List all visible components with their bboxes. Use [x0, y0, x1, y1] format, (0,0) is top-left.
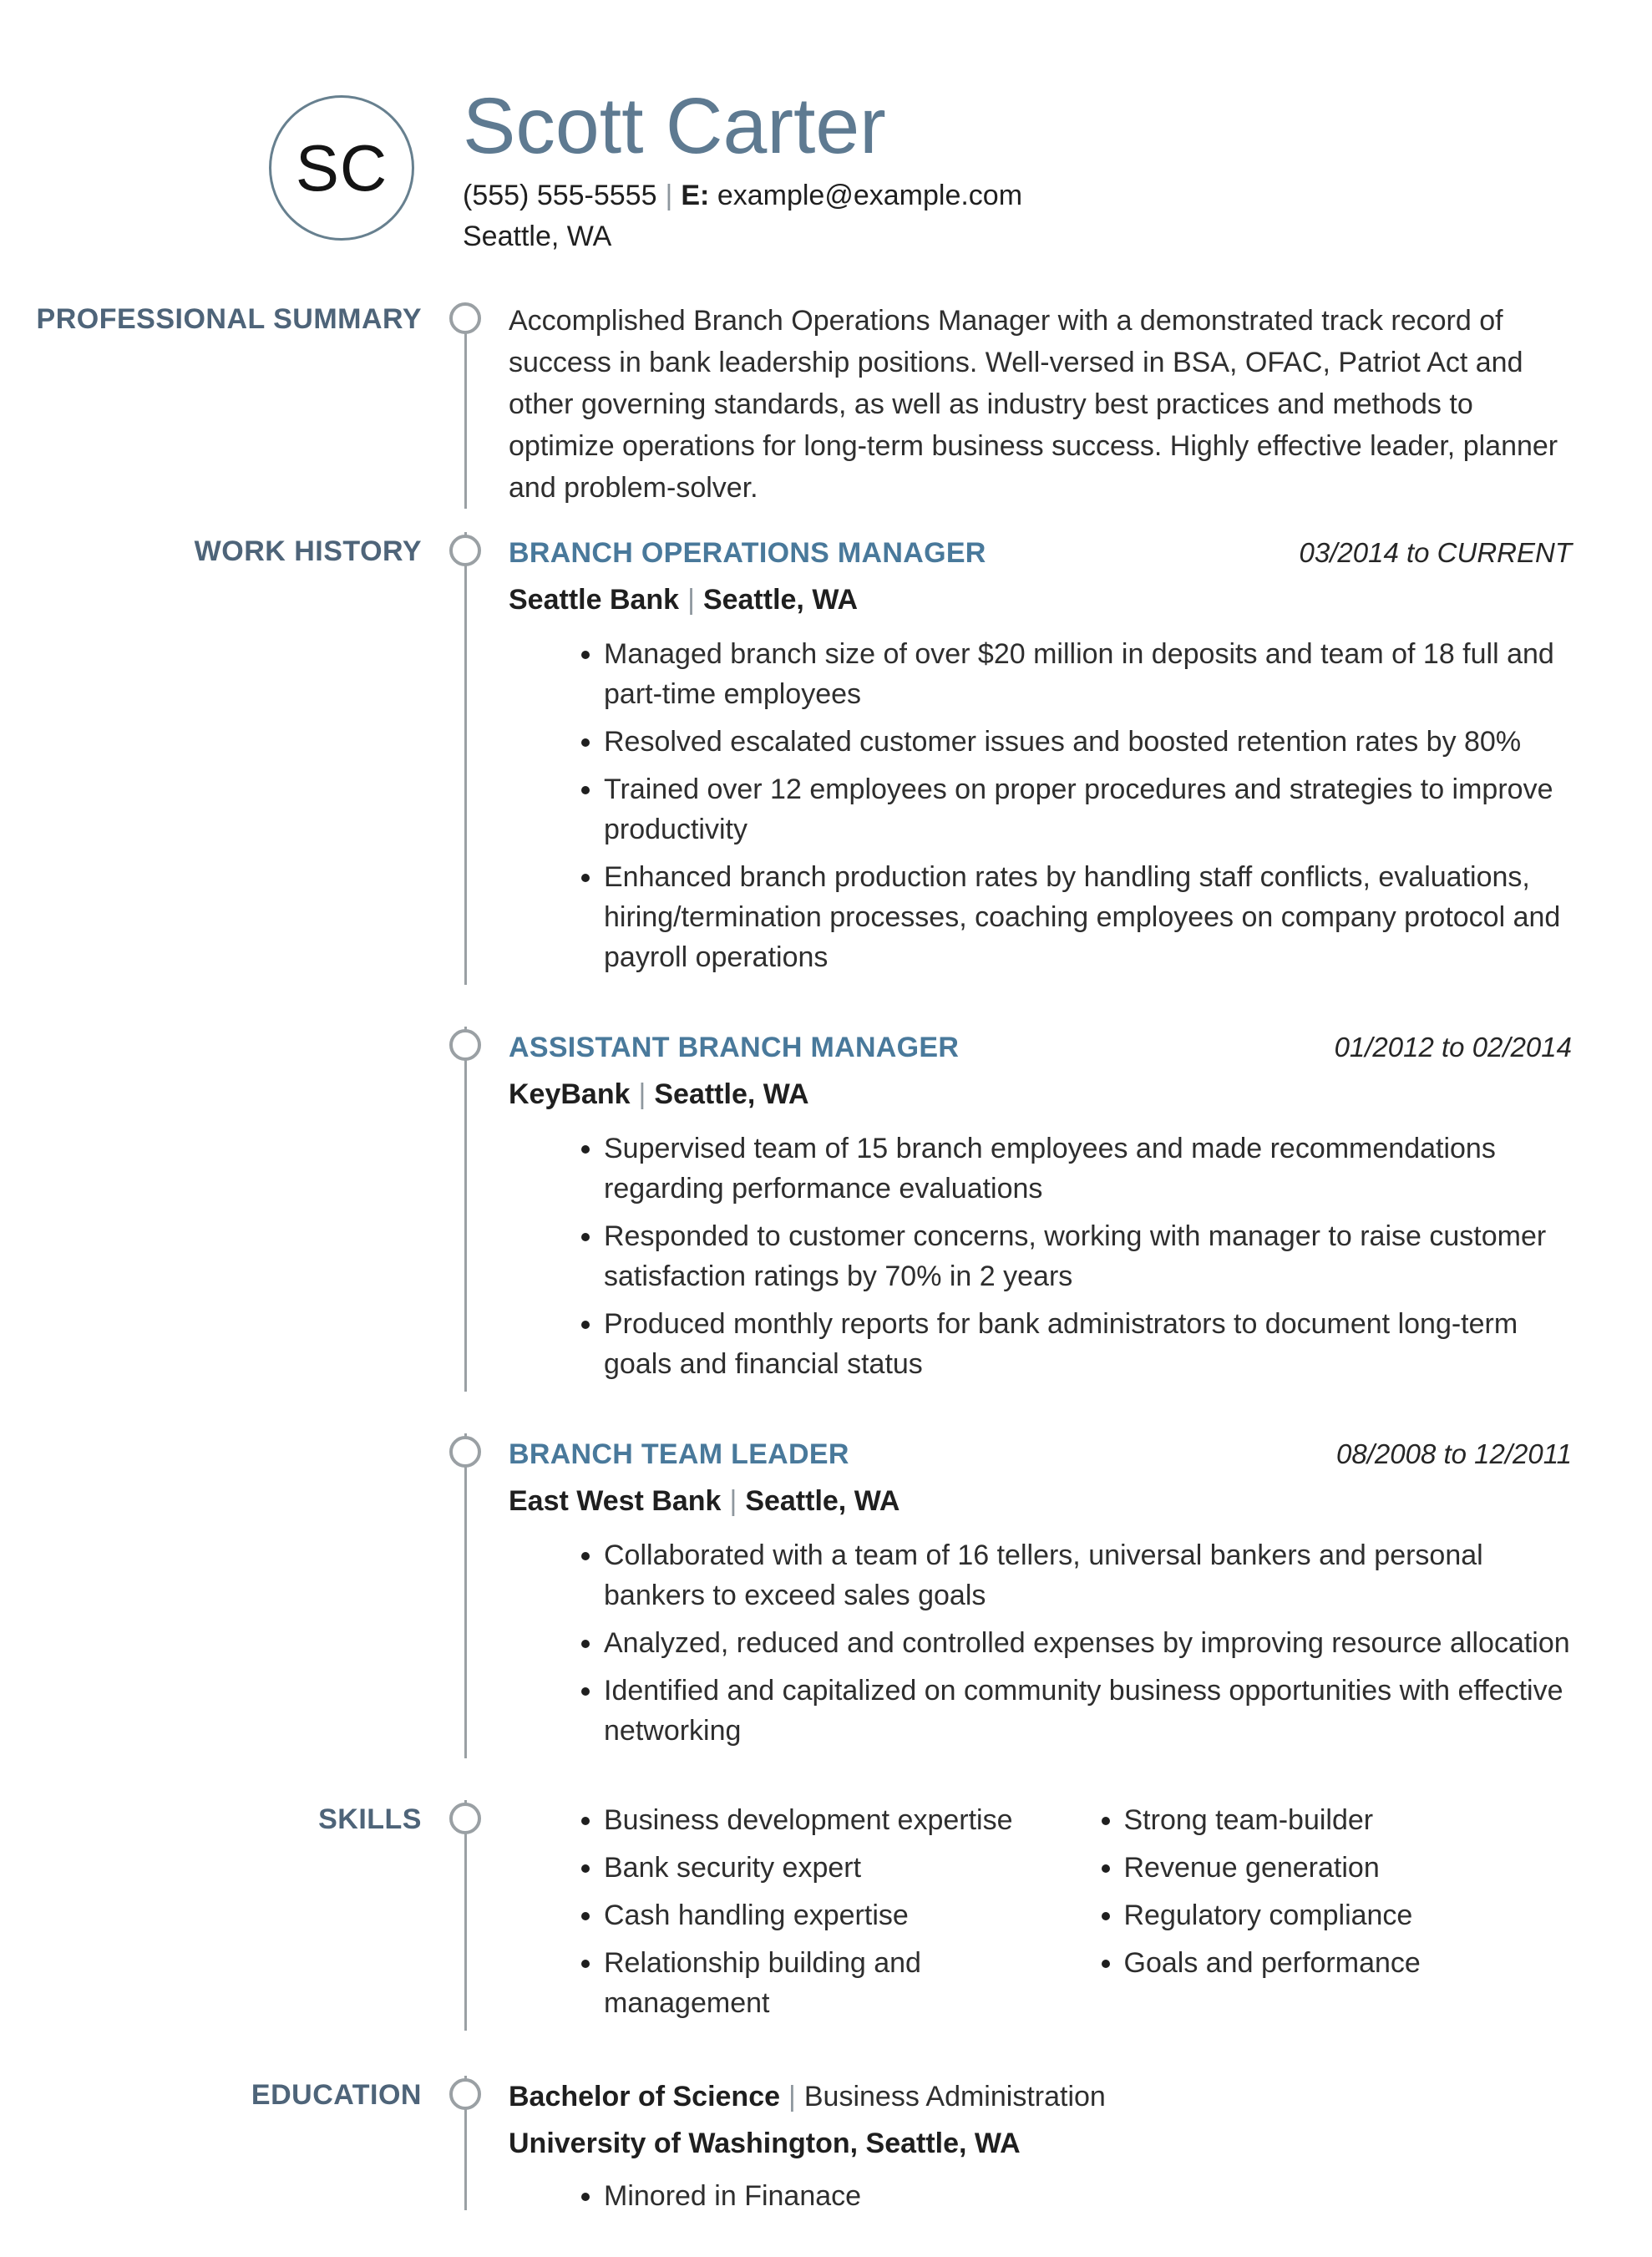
separator: |: [665, 179, 673, 211]
resume-header: [0, 0, 1652, 253]
skill-item: • Strong team-builder: [1124, 1800, 1573, 1840]
section-label-empty: [0, 1027, 422, 1392]
job-header: [509, 532, 1572, 574]
job-company-line: [509, 579, 1572, 621]
timeline-node-icon: [449, 1803, 481, 1834]
skills-column-left: [509, 1800, 1041, 2031]
email-label: E:: [681, 179, 710, 211]
skills-columns: [509, 1800, 1572, 2031]
monogram-initials: SC: [295, 130, 388, 205]
skills-list-left: [509, 1800, 1041, 2023]
job-bullet: • Responded to customer concerns, working with manager to raise customer satisfaction ratings by 70% in 2 years: [604, 1216, 1572, 1296]
timeline-node-icon: [449, 302, 481, 334]
job-content: [509, 1433, 1652, 1758]
timeline-rail: [422, 1433, 509, 1758]
job-bullet-list: [509, 1535, 1572, 1751]
job-bullet: • Supervised team of 15 branch employees and made recommendations regarding performance evaluations: [604, 1128, 1572, 1209]
job-dates: 08/2008 to 12/2011: [1336, 1438, 1572, 1469]
section-professional-summary: [0, 300, 1652, 532]
email-address: example@example.com: [717, 179, 1023, 211]
degree-line: [509, 2076, 1572, 2118]
job-header: [509, 1433, 1572, 1475]
degree-field: Business Administration: [803, 2080, 1106, 2112]
job-bullet: • Resolved escalated customer issues and boosted retention rates by 80%: [604, 722, 1572, 762]
job-title: ASSISTANT BRANCH MANAGER: [509, 1031, 960, 1063]
company-name: East West Bank: [509, 1484, 722, 1517]
job-header: [509, 1027, 1572, 1068]
job-bullet: • Enhanced branch production rates by handling staff conflicts, evaluations, hiring/termination processes, coaching employees on company protocol and payroll operations: [604, 857, 1572, 977]
job-bullet: • Produced monthly reports for bank administrators to document long-term goals and financial status: [604, 1304, 1572, 1384]
section-education: [0, 2076, 1652, 2257]
summary-text: Accomplished Branch Operations Manager with a demonstrated track record of success in bank leadership positions. Well-versed in BSA, OFAC, Patriot Act and other governing standards, as well as industry best practices and methods to optimize operations for long-term business success. Highly effective leader, planner and problem-solver.: [509, 304, 1558, 504]
job-dates: 03/2014 to CURRENT: [1299, 536, 1572, 568]
section-label-education: EDUCATION: [251, 2078, 422, 2111]
location: Seattle, WA: [463, 220, 612, 252]
timeline-node-icon: [449, 1436, 481, 1468]
skill-item: • Bank security expert: [604, 1848, 1041, 1888]
company-location: Seattle, WA: [702, 583, 859, 616]
timeline-node-icon: [449, 1029, 481, 1061]
degree-name: Bachelor of Science: [509, 2080, 781, 2112]
job-bullet-list: [509, 1128, 1572, 1384]
section-label-empty: [0, 1433, 422, 1758]
company-name: Seattle Bank: [509, 583, 680, 616]
job-bullet: • Managed branch size of over $20 million in deposits and team of 18 full and part-time employees: [604, 634, 1572, 714]
skill-item: • Cash handling expertise: [604, 1895, 1041, 1935]
education-bullet-list: [509, 2176, 1572, 2216]
timeline-rail: [422, 532, 509, 985]
timeline-node-icon: [449, 2078, 481, 2110]
job-bullet: • Identified and capitalized on community business opportunities with effective networking: [604, 1671, 1572, 1751]
company-name: KeyBank: [509, 1078, 631, 1110]
job-bullet: • Collaborated with a team of 16 tellers, universal bankers and personal bankers to exceed sales goals: [604, 1535, 1572, 1615]
header-text: [463, 82, 1023, 253]
section-work-history-job-2: [0, 1027, 1652, 1433]
skill-item: • Business development expertise: [604, 1800, 1041, 1840]
skill-item: • Regulatory compliance: [1124, 1895, 1573, 1935]
job-content: [509, 532, 1652, 985]
timeline-rail: [422, 2076, 509, 2224]
job-content: [509, 1027, 1652, 1392]
job-bullet-list: [509, 634, 1572, 977]
school-name: University of Washington, Seattle, WA: [509, 2127, 1021, 2159]
separator: |: [638, 1078, 646, 1110]
section-work-history-job-3: [0, 1433, 1652, 1800]
timeline-rail: [422, 1027, 509, 1392]
company-location: Seattle, WA: [745, 1484, 900, 1517]
job-dates: 01/2012 to 02/2014: [1334, 1031, 1572, 1063]
job-company-line: [509, 1480, 1572, 1522]
section-label-professional-summary: PROFESSIONAL SUMMARY: [36, 302, 422, 335]
skills-column-right: [1041, 1800, 1573, 2031]
section-work-history-job-1: [0, 532, 1652, 1027]
section-skills: [0, 1800, 1652, 2076]
job-bullet: • Analyzed, reduced and controlled expenses by improving resource allocation: [604, 1623, 1572, 1663]
section-label-skills: SKILLS: [318, 1803, 422, 1835]
timeline-rail: [422, 300, 509, 509]
job-title: BRANCH OPERATIONS MANAGER: [509, 536, 986, 569]
job-title: BRANCH TEAM LEADER: [509, 1438, 849, 1470]
job-company-line: [509, 1073, 1572, 1115]
education-bullet: • Minored in Finanace: [604, 2176, 1572, 2216]
company-location: Seattle, WA: [654, 1078, 809, 1110]
separator: |: [729, 1484, 737, 1517]
separator: |: [788, 2080, 796, 2112]
contact-line: [463, 180, 1022, 212]
skills-list-right: [1041, 1800, 1573, 1983]
separator: |: [687, 583, 695, 616]
page-title: Scott Carter: [463, 82, 886, 170]
skill-item: • Revenue generation: [1124, 1848, 1573, 1888]
summary-content: [509, 300, 1652, 509]
job-bullet: • Trained over 12 employees on proper procedures and strategies to improve productivity: [604, 769, 1572, 850]
education-content: [509, 2076, 1652, 2224]
skill-item: • Relationship building and management: [604, 1943, 1041, 2023]
skill-item: • Goals and performance: [1124, 1943, 1573, 1983]
timeline-rail: [422, 1800, 509, 2031]
section-label-work-history: WORK HISTORY: [194, 535, 422, 567]
monogram-badge: [269, 95, 414, 241]
phone-number: (555) 555-5555: [463, 179, 657, 211]
timeline-node-icon: [449, 535, 481, 566]
skills-content: [509, 1800, 1652, 2031]
